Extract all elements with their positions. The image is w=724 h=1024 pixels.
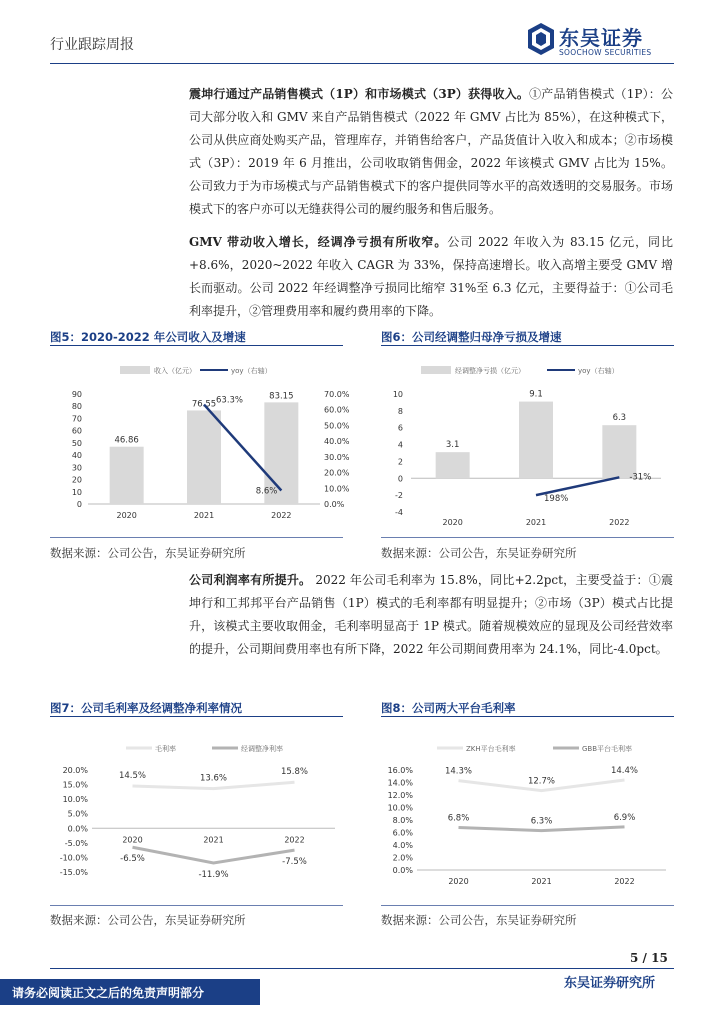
y-tick-label: 4 bbox=[397, 440, 403, 450]
paragraph-gmv-growth bbox=[189, 231, 673, 323]
y2-tick-label: 70.0% bbox=[324, 390, 350, 399]
legend-label-gross-margin: 毛利率 bbox=[155, 745, 176, 753]
report-type: 行业跟踪周报 bbox=[50, 37, 134, 53]
y-tick-label: -5.0% bbox=[64, 838, 88, 848]
figure-5-title: 图5：2020-2022 年公司收入及增速 bbox=[50, 330, 246, 344]
figure-7-title: 图7：公司毛利率及经调整净利率情况 bbox=[50, 701, 242, 715]
figure-5-chart bbox=[50, 352, 350, 532]
x-tick-label: 2021 bbox=[531, 877, 552, 886]
bar-value-label: 9.1 bbox=[529, 389, 543, 400]
line-value-label: -7.5% bbox=[282, 857, 307, 868]
x-tick-label: 2022 bbox=[271, 511, 292, 520]
legend-label-gbb: GBB平台毛利率 bbox=[582, 745, 633, 753]
company-logo bbox=[527, 22, 677, 62]
logo-mark-icon bbox=[527, 22, 555, 56]
line-value-label: 8.6% bbox=[255, 486, 278, 497]
bar-value-label: 6.3 bbox=[612, 413, 627, 424]
y2-tick-label: 0.0% bbox=[324, 500, 345, 509]
y-tick-label: -15.0% bbox=[59, 868, 88, 877]
y-tick-label: 20.0% bbox=[62, 766, 88, 775]
line-value-label: 6.9% bbox=[613, 812, 636, 823]
y2-tick-label: 50.0% bbox=[324, 421, 350, 431]
y-tick-label: 30 bbox=[71, 463, 82, 473]
y-tick-label: 70 bbox=[71, 414, 82, 424]
legend-label-revenue: 收入（亿元） bbox=[154, 367, 196, 375]
x-tick-label: 2022 bbox=[609, 518, 630, 527]
legend-label-loss: 经调整净亏损（亿元） bbox=[455, 367, 525, 375]
y2-tick-label: 30.0% bbox=[324, 452, 350, 462]
y-tick-label: 2.0% bbox=[392, 853, 413, 863]
line-value-label: -31% bbox=[629, 472, 652, 483]
y-tick-label: 90 bbox=[71, 390, 82, 399]
x-tick-label: 2021 bbox=[525, 518, 547, 527]
y-tick-label: 6.0% bbox=[392, 828, 413, 838]
y2-tick-label: 60.0% bbox=[324, 405, 350, 415]
line-net-margin bbox=[133, 847, 295, 863]
figure-8-title: 图8：公司两大平台毛利率 bbox=[381, 701, 516, 715]
y-tick-label: 5.0% bbox=[67, 809, 88, 819]
y-tick-label: 0 bbox=[397, 474, 403, 484]
line-value-label: 14.4% bbox=[610, 766, 639, 776]
paragraph-1-body: ①产品销售模式（1P）：公司大部分收入和 GMV 来自产品销售模式（2022 年 GMV 占比为 85%），在这种模式下，公司从供应商处购买产品，管理库存，并销售给客户，产品货值计入收入和成本；②市场模式（3P）：2019 年 6 月推出，公司收取销售佣金，2022 年该模式 GMV 占比为 15%。公司致力于为市场模式与产品销售模式下的客户提供同等水平的高效透明的交易服务。市场模式下的客户亦可以无缝获得公司的履约服务和售后服务。 bbox=[189, 87, 673, 216]
header-divider bbox=[50, 63, 674, 64]
line-value-label: 14.5% bbox=[118, 771, 147, 782]
y-tick-label: 16.0% bbox=[387, 766, 413, 775]
footer-divider bbox=[50, 968, 674, 969]
page-number: 5 / 15 bbox=[630, 951, 668, 965]
paragraph-1-lead: 震坤行通过产品销售模式（1P）和市场模式（3P）获得收入。 bbox=[189, 87, 530, 101]
y-tick-label: 6 bbox=[397, 423, 403, 433]
line-yoy bbox=[536, 477, 619, 495]
legend-label-yoy: yoy（右轴） bbox=[578, 367, 619, 375]
y-tick-label: 0 bbox=[76, 500, 82, 509]
bar-value-label: 3.1 bbox=[445, 440, 460, 451]
y2-tick-label: 10.0% bbox=[324, 484, 350, 494]
y-tick-label: 8 bbox=[397, 406, 403, 416]
y-tick-label: 40 bbox=[71, 451, 82, 461]
legend-swatch-revenue bbox=[120, 366, 150, 374]
y-tick-label: 12.0% bbox=[387, 791, 413, 800]
logo-english-name: SOOCHOW SECURITIES bbox=[559, 48, 652, 57]
bar-net-loss bbox=[519, 402, 553, 479]
y-tick-label: 4.0% bbox=[392, 841, 413, 850]
line-value-label: 6.3% bbox=[530, 816, 553, 827]
y-tick-label: 0.0% bbox=[392, 866, 413, 875]
x-tick-label: 2022 bbox=[614, 877, 635, 886]
y2-tick-label: 40.0% bbox=[324, 437, 350, 447]
figure-8-chart bbox=[381, 722, 674, 902]
x-tick-label: 2022 bbox=[284, 835, 305, 845]
y-tick-label: 15.0% bbox=[62, 780, 88, 790]
y-tick-label: -10.0% bbox=[59, 853, 88, 863]
disclaimer-text: 请务必阅读正文之后的免责声明部分 bbox=[12, 986, 205, 1000]
disclaimer-banner bbox=[0, 979, 260, 1005]
x-tick-label: 2020 bbox=[442, 518, 463, 527]
x-tick-label: 2020 bbox=[448, 877, 469, 886]
y-tick-label: -4 bbox=[395, 508, 403, 517]
figure-7-bottom-rule bbox=[50, 905, 343, 906]
legend-label-yoy: yoy（右轴） bbox=[231, 367, 272, 375]
line-value-label: 63.3% bbox=[216, 395, 244, 406]
bar-revenue bbox=[187, 410, 221, 504]
y-tick-label: 10.0% bbox=[387, 803, 413, 813]
figure-8-bottom-rule bbox=[381, 905, 674, 906]
bar-net-loss bbox=[436, 452, 470, 478]
line-value-label: -6.5% bbox=[120, 854, 145, 865]
legend-label-net-margin: 经调整净利率 bbox=[241, 745, 283, 753]
y-tick-label: 2 bbox=[397, 457, 403, 467]
bar-value-label: 83.15 bbox=[269, 391, 294, 402]
bar-value-label: 76.55 bbox=[191, 399, 217, 410]
y-tick-label: -2 bbox=[395, 491, 403, 501]
paragraph-3-body: 2022 年公司毛利率为 15.8%，同比+2.2pct，主要受益于：①震坤行和工邦邦平台产品销售（1P）模式的毛利率都有明显提升；②市场（3P）模式占比提升，该模式主要收取佣金，毛利率明显高于 1P 模式。随着规模效应的显现及公司经营效率的提升，公司期间费用率也有所下降，2022 年公司期间费用率为 24.1%，同比-4.0pct。 bbox=[189, 573, 673, 656]
figure-5-bottom-rule bbox=[50, 537, 343, 538]
legend-label-zkh: ZKH平台毛利率 bbox=[466, 745, 516, 753]
x-tick-label: 2021 bbox=[203, 835, 224, 845]
line-gbb-margin bbox=[459, 827, 625, 831]
paragraph-revenue-model bbox=[189, 83, 673, 221]
paragraph-2-lead: GMV 带动收入增长，经调净亏损有所收窄。 bbox=[189, 235, 448, 249]
figure-7-source: 数据来源：公司公告，东吴证券研究所 bbox=[50, 913, 246, 927]
figure-6-top-rule bbox=[381, 345, 674, 346]
line-value-label: 198% bbox=[544, 494, 569, 505]
figure-6-bottom-rule bbox=[381, 537, 674, 538]
y-tick-label: 14.0% bbox=[387, 778, 413, 788]
y-tick-label: 50 bbox=[71, 438, 82, 448]
paragraph-margin bbox=[189, 569, 673, 661]
figure-6-title: 图6：公司经调整归母净亏损及增速 bbox=[381, 330, 562, 344]
bar-value-label: 46.86 bbox=[114, 435, 139, 446]
figure-6-chart bbox=[381, 352, 674, 532]
y-tick-label: 0.0% bbox=[67, 824, 88, 834]
y-tick-label: 20 bbox=[71, 475, 82, 485]
y-tick-label: 10 bbox=[392, 390, 403, 399]
figure-7-chart bbox=[50, 722, 343, 902]
x-tick-label: 2020 bbox=[122, 835, 143, 845]
logo-chinese-name: 东吴证券 bbox=[559, 26, 643, 50]
legend-swatch-loss bbox=[421, 366, 451, 374]
figure-6-source: 数据来源：公司公告，东吴证券研究所 bbox=[381, 546, 577, 560]
line-value-label: 12.7% bbox=[527, 776, 556, 787]
footer-brand: 东吴证券研究所 bbox=[564, 976, 656, 991]
line-value-label: 13.6% bbox=[199, 773, 228, 784]
y-tick-label: 10.0% bbox=[62, 795, 88, 805]
paragraph-2-body: 公司 2022 年收入为 83.15 亿元，同比+8.6%，2020~2022 年收入 CAGR 为 33%，保持高速增长。收入高增主要受 GMV 增长而驱动。公司 2022 年经调整净亏损同比缩窄 31%至 6.3 亿元，主要得益于：①公司毛利率提升，②管理费用率和履约费用率的下降。 bbox=[189, 235, 673, 318]
figure-8-top-rule bbox=[381, 716, 674, 717]
x-tick-label: 2021 bbox=[193, 511, 215, 520]
y-tick-label: 10 bbox=[71, 487, 82, 497]
figure-7-top-rule bbox=[50, 716, 343, 717]
y-tick-label: 60 bbox=[71, 426, 82, 436]
y-tick-label: 8.0% bbox=[392, 816, 413, 825]
y2-tick-label: 20.0% bbox=[324, 468, 350, 478]
line-value-label: 6.8% bbox=[447, 813, 470, 824]
line-value-label: 15.8% bbox=[280, 767, 309, 778]
figure-8-source: 数据来源：公司公告，东吴证券研究所 bbox=[381, 913, 577, 927]
figure-5-source: 数据来源：公司公告，东吴证券研究所 bbox=[50, 546, 246, 560]
paragraph-3-lead: 公司利润率有所提升。 bbox=[189, 573, 312, 587]
figure-5-top-rule bbox=[50, 345, 343, 346]
bar-net-loss bbox=[602, 425, 636, 478]
y-tick-label: 80 bbox=[71, 402, 82, 412]
x-tick-label: 2020 bbox=[116, 511, 137, 520]
line-value-label: 14.3% bbox=[444, 766, 473, 777]
bar-revenue bbox=[110, 447, 144, 504]
line-value-label: -11.9% bbox=[198, 869, 229, 880]
